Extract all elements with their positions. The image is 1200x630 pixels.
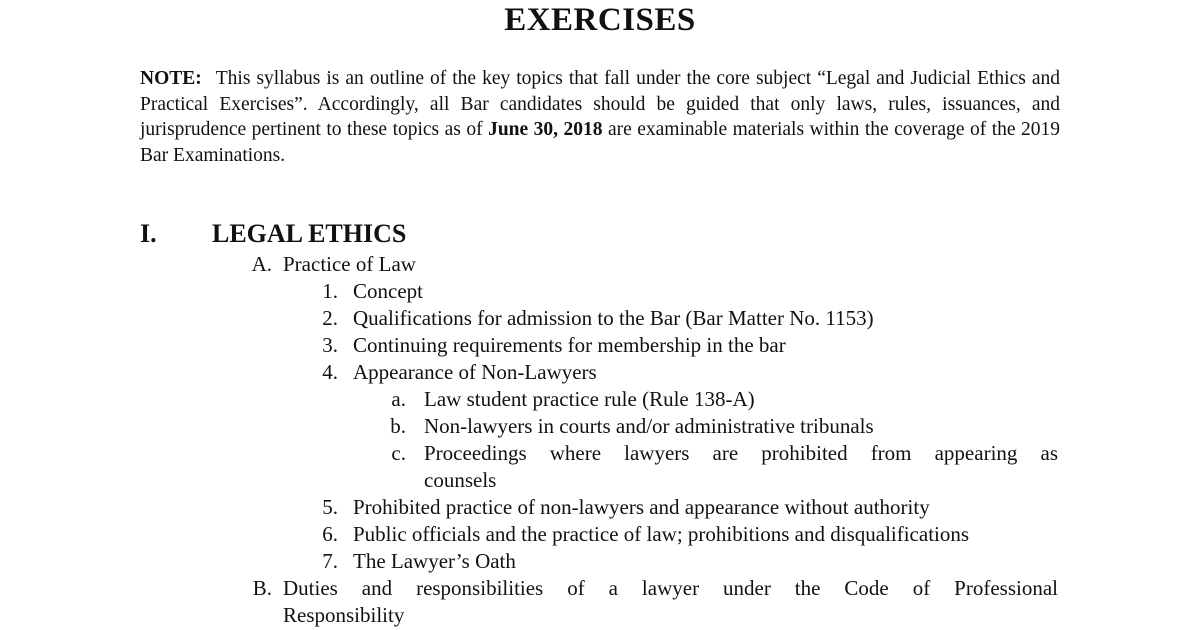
- outline-marker: 3.: [322, 333, 338, 357]
- outline-label: The Lawyer’s Oath: [353, 549, 516, 573]
- outline-label: Proceedings where lawyers are prohibited from appearing as: [424, 441, 1058, 465]
- note-text-1: This syllabus is an outline of the key topics that fall under the core subject “Legal and Judicial Ethics and Practical Exercises”. Accordingly, all Bar candidates should be guided that only laws, rules, issuances, and jurisprudence pertinent to these topics as of: [140, 68, 1060, 140]
- outline-label: Public officials and the practice of law; prohibitions and disqualifications: [353, 522, 970, 546]
- outline-label: Qualifications for admission to the Bar (Bar Matter No. 1153): [353, 306, 874, 330]
- outline-label: Practice of Law: [283, 252, 416, 276]
- note-date: June 30, 2018: [488, 119, 603, 140]
- outline-marker: c.: [391, 441, 406, 465]
- outline-marker: 5.: [322, 495, 338, 519]
- section-title: LEGAL ETHICS: [212, 219, 407, 248]
- outline-label: Non-lawyers in courts and/or administrative tribunals: [424, 414, 874, 438]
- outline-marker: 4.: [322, 360, 338, 384]
- outline-label: Appearance of Non-Lawyers: [353, 360, 597, 384]
- outline-marker: a.: [391, 387, 406, 411]
- outline-marker: B.: [252, 576, 272, 600]
- note-text-2: are examinable materials within the coverage of the 2019 Bar Examinations.: [140, 119, 1060, 166]
- outline-label: Continuing requirements for membership in the bar: [353, 333, 786, 357]
- outline-marker: 1.: [322, 279, 338, 303]
- section-numeral: I.: [140, 219, 157, 248]
- outline-label: Prohibited practice of non-lawyers and appearance without authority: [353, 495, 930, 519]
- outline-label-continued: Responsibility: [283, 603, 405, 627]
- syllabus-note: [140, 66, 1060, 168]
- page-title: EXERCISES: [504, 2, 696, 38]
- outline-label: Duties and responsibilities of a lawyer under the Code of Professional: [283, 576, 1058, 600]
- outline-label: Concept: [353, 279, 423, 303]
- outline-marker: b.: [390, 414, 406, 438]
- outline-marker: A.: [251, 252, 272, 276]
- outline-marker: 7.: [322, 549, 338, 573]
- outline-label: Law student practice rule (Rule 138-A): [424, 387, 755, 411]
- outline-marker: 2.: [322, 306, 338, 330]
- outline-label-continued: counsels: [424, 468, 497, 492]
- note-label: NOTE:: [140, 68, 202, 89]
- outline-marker: 6.: [322, 522, 338, 546]
